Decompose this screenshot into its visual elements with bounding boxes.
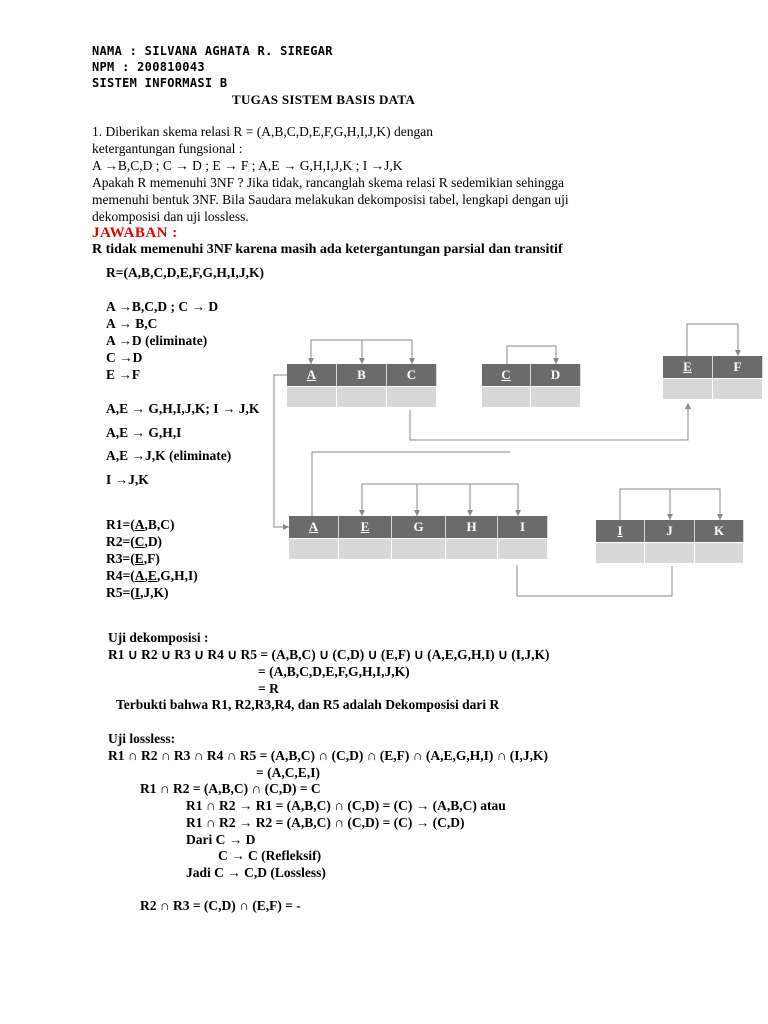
fd-line-7: A,E → G,H,I	[106, 425, 182, 440]
lossless-line-8: Jadi C → C,D (Lossless)	[186, 865, 326, 880]
table-r1-header-c: C	[387, 364, 437, 386]
table-r4-header-e: E	[339, 516, 392, 538]
student-npm: NPM : 200810043	[92, 60, 205, 74]
table-r5-header-k: K	[695, 520, 744, 542]
table-r4-header-a: A	[289, 516, 339, 538]
question-line-2: ketergantungan fungsional :	[92, 141, 243, 156]
lossless-line-4: R1 ∩ R2 → R1 = (A,B,C) ∩ (C,D) = (C) → (A,B,C) atau	[186, 798, 506, 813]
fd-line-1: A →B,C,D ; C → D	[106, 299, 219, 314]
relation-r5: R5=(I,J,K)	[106, 585, 169, 600]
relation-r: R=(A,B,C,D,E,F,G,H,I,J,K)	[106, 265, 264, 280]
table-r5-header-j: J	[645, 520, 695, 542]
relation-r2: R2=(C,D)	[106, 534, 163, 549]
decomposition-line-2: = (A,B,C,D,E,F,G,H,I,J,K)	[258, 664, 410, 679]
fd-line-3: A →D (eliminate)	[106, 333, 208, 348]
relation-r3: R3=(E,F)	[106, 551, 160, 566]
fd-line-8: A,E →J,K (eliminate)	[106, 448, 232, 463]
table-r3	[663, 356, 763, 399]
table-r1-header-b: B	[337, 364, 387, 386]
decomposition-line-3: = R	[258, 681, 279, 696]
page-title: TUGAS SISTEM BASIS DATA	[232, 92, 416, 107]
table-r5	[596, 520, 744, 563]
decomposition-line-1: R1 ∪ R2 ∪ R3 ∪ R4 ∪ R5 = (A,B,C) ∪ (C,D) ∪ (E,F) ∪ (A,E,G,H,I) ∪ (I,J,K)	[108, 647, 550, 662]
fd-line-9: I →J,K	[106, 472, 149, 487]
answer-label: JAWABAN :	[92, 225, 178, 241]
student-class: SISTEM INFORMASI B	[92, 76, 228, 90]
lossless-line-1: R1 ∩ R2 ∩ R3 ∩ R4 ∩ R5 = (A,B,C) ∩ (C,D) ∩ (E,F) ∩ (A,E,G,H,I) ∩ (I,J,K)	[108, 748, 549, 763]
fd-line-2: A → B,C	[106, 316, 158, 331]
lossless-line-5: R1 ∩ R2 → R2 = (A,B,C) ∩ (C,D) = (C) → (C,D)	[186, 815, 465, 830]
lossless-line-3: R1 ∩ R2 = (A,B,C) ∩ (C,D) = C	[140, 781, 321, 796]
answer-statement: R tidak memenuhi 3NF karena masih ada ketergantungan parsial dan transitif	[92, 242, 563, 257]
fd-line-6: A,E → G,H,I,J,K; I → J,K	[106, 401, 260, 416]
student-name: NAMA : SILVANA AGHATA R. SIREGAR	[92, 44, 333, 58]
question-line-1: 1. Diberikan skema relasi R = (A,B,C,D,E,F,G,H,I,J,K) dengan	[92, 124, 433, 139]
lossless-line-7: C → C (Refleksif)	[218, 848, 322, 863]
table-r4-header-h: H	[446, 516, 498, 538]
question-line-3: A →B,C,D ; C → D ; E → F ; A,E → G,H,I,J,K ; I →J,K	[92, 158, 403, 173]
table-r4-header-i: I	[498, 516, 548, 538]
table-r2	[482, 364, 581, 407]
relation-r4: R4=(A,E,G,H,I)	[106, 568, 198, 583]
table-r1	[287, 364, 437, 407]
lossless-line-6: Dari C → D	[186, 832, 256, 847]
table-r3-header-f: F	[713, 356, 763, 378]
fd-line-5: E →F	[106, 367, 141, 382]
question-line-6: dekomposisi dan uji lossless.	[92, 209, 249, 224]
table-r3-header-e: E	[663, 356, 713, 378]
relation-r1: R1=(A,B,C)	[106, 517, 175, 532]
table-r1-header-a: A	[287, 364, 337, 386]
lossless-line-2: = (A,C,E,I)	[256, 765, 320, 780]
table-r5-header-i: I	[596, 520, 645, 542]
fd-line-4: C →D	[106, 350, 143, 365]
question-line-4: Apakah R memenuhi 3NF ? Jika tidak, rancanglah skema relasi R sedemikian sehingga	[92, 175, 564, 190]
decomposition-label: Uji dekomposisi :	[108, 630, 209, 645]
lossless-label: Uji lossless:	[108, 731, 176, 746]
table-r2-header-d: D	[531, 364, 581, 386]
table-r4	[289, 516, 548, 559]
question-line-5: memenuhi bentuk 3NF. Bila Saudara melakukan dekomposisi tabel, lengkapi dengan uji	[92, 192, 569, 207]
lossless-line-9: R2 ∩ R3 = (C,D) ∩ (E,F) = -	[140, 898, 301, 913]
table-r4-header-g: G	[392, 516, 446, 538]
decomposition-conclusion: Terbukti bahwa R1, R2,R3,R4, dan R5 adalah Dekomposisi dari R	[116, 697, 500, 712]
table-r2-header-c: C	[482, 364, 531, 386]
